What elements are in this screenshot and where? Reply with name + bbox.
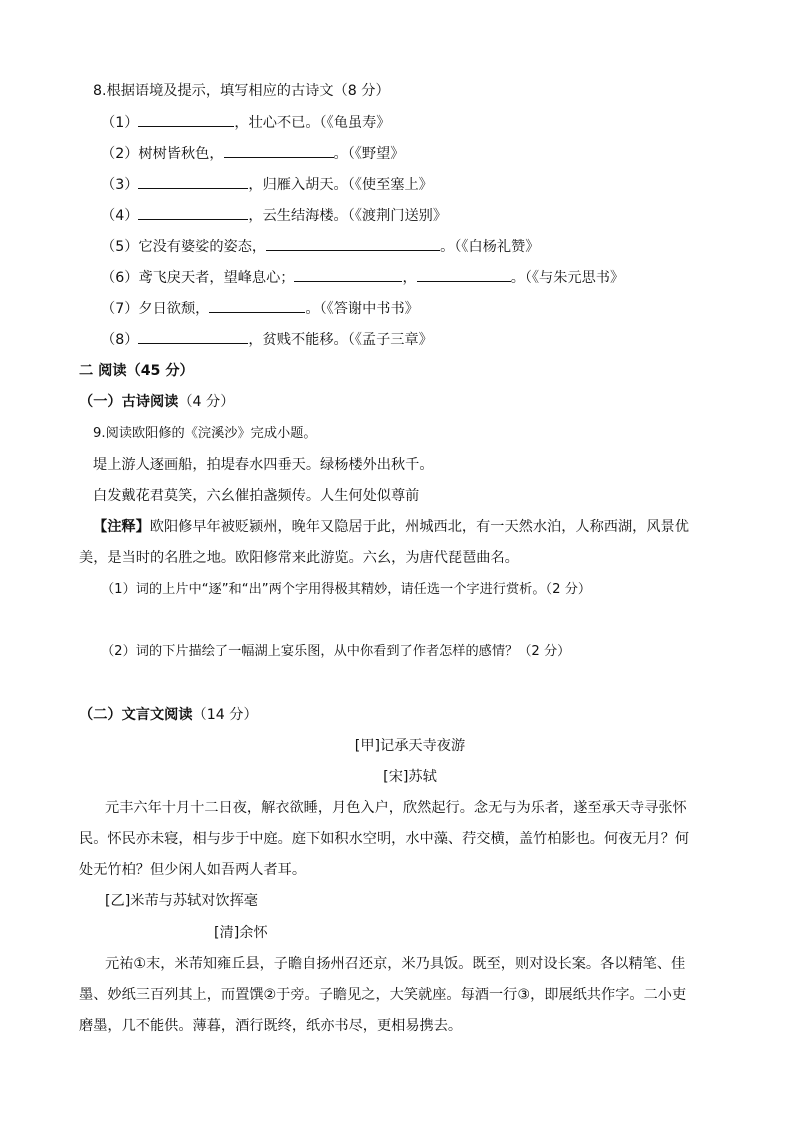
jia-author: [宋]苏轼 — [383, 769, 437, 785]
q8-item-8 — [101, 330, 433, 349]
q8-item-5 — [101, 237, 539, 256]
yi-text: 元祐①末，米芾知雍丘县，子瞻自扬州召还京，米乃具饭。既至，则对设长案。各以精笔、佳 — [105, 956, 686, 972]
answer-blank[interactable] — [138, 330, 248, 344]
item-text: ，贫贱不能移。（《孟子三章》 — [248, 332, 433, 348]
yi-author: [清]余怀 — [214, 925, 268, 941]
item-number: （1） — [101, 115, 139, 131]
q9-sub1: （1）词的上片中“逐”和“出”两个字用得极其精妙，请任选一个字进行赏析。（2 分） — [101, 582, 592, 597]
answer-blank[interactable] — [138, 206, 248, 220]
item-number: （5） — [101, 239, 139, 255]
q9-sub2: （2）词的下片描绘了一幅湖上宴乐图，从中你看到了作者怎样的感情？（2 分） — [101, 644, 571, 659]
part2-heading — [79, 706, 258, 724]
item-text: 。（《答谢中书书》 — [305, 301, 419, 317]
item-number: （8） — [101, 332, 139, 348]
item-text: 夕日欲颓， — [138, 301, 210, 317]
answer-blank[interactable] — [209, 299, 305, 313]
yi-text: 墨、妙纸三百列其上，而置馔②于旁。子瞻见之，大笑就座。每酒一行③，即展纸共作字。二小吏 — [79, 987, 687, 1003]
note-text: 欧阳修早年被贬颍州，晚年又隐居于此，州城西北，有一天然水泊，人称西湖，风景优 — [149, 519, 689, 535]
note-text: 美，是当时的名胜之地。欧阳修常来此游览。六幺，为唐代琵琶曲名。 — [79, 550, 519, 566]
item-text: 树树皆秋色， — [138, 146, 224, 162]
item-text: 它没有婆娑的姿态， — [138, 239, 267, 255]
item-text: ，云生结海楼。（《渡荆门送别》 — [248, 208, 448, 224]
answer-blank[interactable] — [224, 144, 334, 158]
q8-item-2 — [101, 144, 404, 163]
part-title: （一）古诗阅读 — [79, 394, 179, 410]
item-number: （4） — [101, 208, 139, 224]
item-text: 。（《野望》 — [333, 146, 405, 162]
answer-blank[interactable] — [417, 268, 511, 282]
item-text: 。（《白杨礼赞》 — [440, 239, 540, 255]
part-score: （14 分） — [192, 707, 258, 723]
answer-blank[interactable] — [138, 175, 248, 189]
q8-item-7 — [101, 299, 419, 318]
yi-title: [乙]米芾与苏轼对饮挥毫 — [105, 893, 258, 909]
answer-blank[interactable] — [294, 268, 402, 282]
q8-item-3 — [101, 175, 433, 194]
jia-text: 元丰六年十月十二日夜，解衣欲睡，月色入户，欣然起行。念无与为乐者，遂至承天寺寻张怀 — [105, 800, 687, 816]
note-label: 【注释】 — [93, 519, 150, 535]
part1-heading — [79, 393, 234, 411]
part-score: （4 分） — [178, 394, 235, 410]
note-paragraph — [93, 518, 689, 536]
q8-item-4 — [101, 206, 447, 225]
item-text: 。（《与朱元思书》 — [510, 270, 625, 286]
item-text: ， — [402, 270, 417, 286]
q8-item-1 — [101, 113, 390, 132]
q8-item-6 — [101, 268, 624, 287]
poem-line: 白发戴花君莫笑，六幺催拍盏频传。人生何处似尊前 — [93, 488, 420, 504]
item-text: ，归雁入胡天。（《使至塞上》 — [248, 177, 433, 193]
jia-title: [甲]记承天寺夜游 — [354, 738, 466, 754]
item-number: （7） — [101, 301, 139, 317]
jia-text: 民。怀民亦未寝，相与步于中庭。庭下如积水空明，水中藻、荇交横，盖竹柏影也。何夜无月？何 — [79, 831, 690, 847]
item-number: （6） — [101, 270, 139, 286]
answer-blank[interactable] — [138, 113, 234, 127]
item-number: （2） — [101, 146, 139, 162]
item-number: （3） — [101, 177, 139, 193]
yi-text: 磨墨，几不能供。薄暮，酒行既终，纸亦书尽，更相易携去。 — [79, 1018, 463, 1034]
q9-prompt: 9.阅读欧阳修的《浣溪沙》完成小题。 — [93, 426, 317, 441]
section-heading: 二 阅读（45 分） — [79, 363, 194, 379]
poem-line: 堤上游人逐画船，拍堤春水四垂天。绿杨楼外出秋千。 — [93, 457, 434, 473]
item-text: 鸢飞戾天者，望峰息心； — [138, 270, 295, 286]
part-title: （二）文言文阅读 — [79, 707, 193, 723]
item-text: ，壮心不已。（《龟虽寿》 — [234, 115, 391, 131]
q8-title: 8.根据语境及提示，填写相应的古诗文（8 分） — [93, 83, 390, 99]
jia-text: 处无竹柏？但少闲人如吾两人者耳。 — [79, 862, 307, 878]
answer-blank[interactable] — [266, 237, 440, 251]
